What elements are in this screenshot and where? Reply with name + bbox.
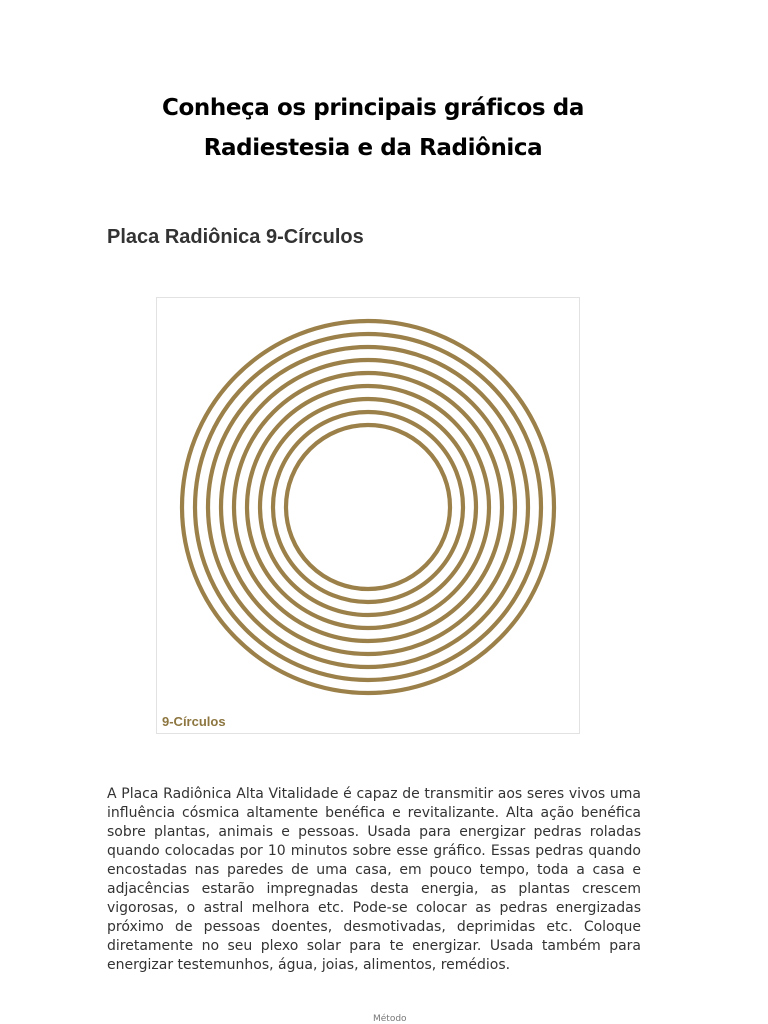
section-heading: Placa Radiônica 9-Círculos	[107, 226, 364, 248]
body-paragraph: A Placa Radiônica Alta Vitalidade é capaz de transmitir aos seres vivos uma influência cósmica altamente benéfica e revitalizante. Alta ação benéfica sobre plantas, animais e pessoas. Usada para energizar pedras roladas quando colocadas por 10 minutos sobre esse gráfico. Essas pedras quando encostadas nas paredes de uma casa, em pouco tempo, toda a casa e adjacências estarão impregnadas desta energia, as plantas crescem vigorosas, o astral melhora etc. Pode-se colocar as pedras energizadas próximo de pessoas doentes, desmotivadas, deprimidas etc. Coloque diretamente no seu plexo solar para te energizar. Usada também para energizar testemunhos, água, joias, alimentos, remédios.	[107, 786, 641, 973]
footer-text: Método	[373, 1014, 407, 1024]
page-title-line-2: Radiestesia e da Radiônica	[203, 135, 543, 161]
ring-9	[286, 425, 450, 589]
ring-7	[260, 399, 476, 615]
ring-3	[208, 347, 528, 667]
concentric-rings-graphic	[157, 298, 579, 733]
page-title	[0, 88, 746, 168]
figure-caption: 9-Círculos	[162, 714, 226, 729]
nine-circles-figure	[156, 297, 580, 734]
ring-6	[247, 386, 489, 628]
page-title-line-1: Conheça os principais gráficos da	[162, 95, 584, 121]
ring-8	[273, 412, 463, 602]
ring-4	[221, 360, 515, 654]
ring-1	[182, 321, 554, 693]
